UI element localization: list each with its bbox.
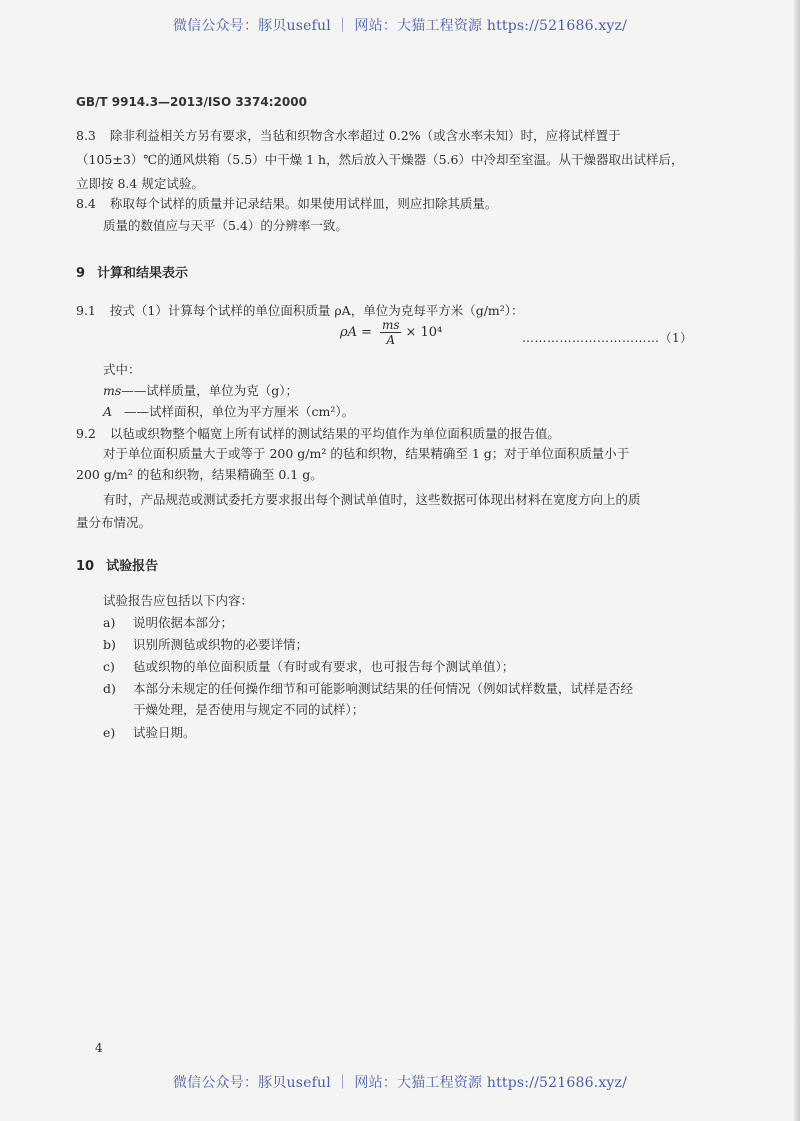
section-title: 试验报告: [106, 559, 159, 574]
formula-factor: × 10⁴: [405, 325, 443, 340]
formula-lhs: ρA: [340, 325, 358, 340]
formula-label: （1）: [659, 331, 693, 345]
list-item-continuation: 干燥处理，是否使用与规定不同的试样）；: [133, 702, 365, 717]
clause-number: 9.1: [76, 303, 96, 318]
clause-number: 8.3: [76, 128, 96, 143]
list-marker: e): [103, 725, 116, 740]
formula-numerator: ms: [381, 318, 400, 332]
list-text: 毡或织物的单位面积质量（有时或有要求，也可报告每个测试单值）；: [133, 659, 515, 674]
clause-8-3-line3: 立即按 8.4 规定试验。: [76, 176, 204, 191]
section-number: 10: [76, 559, 95, 574]
clause-text: 按式（1）计算每个试样的单位面积质量 ρA，单位为克每平方米（g/m²）：: [109, 303, 524, 318]
clause-9-2-line2: 对于单位面积质量大于或等于 200 g/m² 的毡和织物，结果精确至 1 g；对于单位面积质量小于: [103, 446, 630, 461]
section-title: 计算和结果表示: [97, 266, 189, 281]
list-text: 识别所测毡或织物的必要详情；: [133, 637, 309, 652]
standard-header: GB/T 9914.3—2013/ISO 3374:2000: [76, 95, 307, 109]
list-marker: a): [103, 615, 116, 630]
list-item: [103, 681, 633, 697]
list-item: [103, 615, 233, 631]
list-marker: c): [103, 659, 115, 674]
clause-number: 9.2: [76, 426, 96, 441]
list-marker: b): [103, 637, 116, 652]
where-a-desc: ——试样面积，单位为平方厘米（cm²）。: [124, 404, 355, 419]
formula-leader: [522, 329, 693, 346]
clause-text: 以毡或织物整个幅宽上所有试样的测试结果的平均值作为单位面积质量的报告值。: [109, 426, 560, 441]
clause-9-1: [76, 303, 524, 319]
where-ms-desc: ——试样质量，单位为克（g）；: [121, 383, 299, 398]
formula-equals: =: [361, 325, 372, 340]
where-a-symbol: A: [103, 404, 113, 419]
clause-9-2-line1: [76, 426, 560, 442]
section-9-heading: [76, 262, 188, 281]
section-number: 9: [76, 266, 86, 281]
where-ms: [103, 383, 298, 399]
list-marker: d): [103, 681, 116, 696]
formula-denominator: A: [386, 333, 396, 347]
clause-9-2-line3: 200 g/m² 的毡和织物，结果精确至 0.1 g。: [76, 467, 323, 482]
list-text: 试验日期。: [133, 725, 196, 740]
list-text: 本部分未规定的任何操作细节和可能影响测试结果的任何情况（例如试样数量，试样是否经: [133, 681, 634, 696]
clause-9-2-line5: 量分布情况。: [76, 515, 152, 530]
page-number: 4: [95, 1041, 103, 1055]
watermark-top: 微信公众号：豚贝useful ｜ 网站：大猫工程资源 https://521686.xyz/: [172, 18, 628, 34]
formula-1: [340, 318, 442, 347]
list-item: [103, 659, 514, 675]
where-intro: 式中：: [103, 362, 141, 377]
list-item: [103, 725, 196, 741]
list-text: 说明依据本部分；: [133, 615, 234, 630]
report-intro: 试验报告应包括以下内容：: [103, 593, 254, 608]
where-ms-symbol: ms: [103, 383, 122, 398]
clause-number: 8.4: [76, 196, 96, 211]
clause-8-3-line1: [76, 128, 621, 144]
section-10-heading: [76, 555, 158, 574]
formula-dots: ……………………………: [522, 331, 660, 345]
clause-8-4-line2: 质量的数值应与天平（5.4）的分辨率一致。: [103, 218, 348, 233]
where-a: [103, 404, 354, 420]
list-item: [103, 637, 308, 653]
clause-text: 称取每个试样的质量并记录结果。如果使用试样皿，则应扣除其质量。: [109, 196, 498, 211]
clause-8-4-line1: [76, 196, 497, 212]
watermark-bottom: 微信公众号：豚贝useful ｜ 网站：大猫工程资源 https://521686.xyz/: [172, 1075, 628, 1091]
clause-9-2-line4: 有时，产品规范或测试委托方要求报出每个测试单值时，这些数据可体现出材料在宽度方向上的质: [103, 492, 641, 507]
scan-edge: [794, 0, 800, 1121]
formula-fraction: [380, 318, 402, 347]
clause-8-3-line2: （105±3）℃的通风烘箱（5.5）中干燥 1 h，然后放入干燥器（5.6）中冷却至室温。从干燥器取出试样后，: [76, 152, 684, 167]
clause-text: 除非利益相关方另有要求，当毡和织物含水率超过 0.2%（或含水率未知）时，应将试样置于: [109, 128, 621, 143]
